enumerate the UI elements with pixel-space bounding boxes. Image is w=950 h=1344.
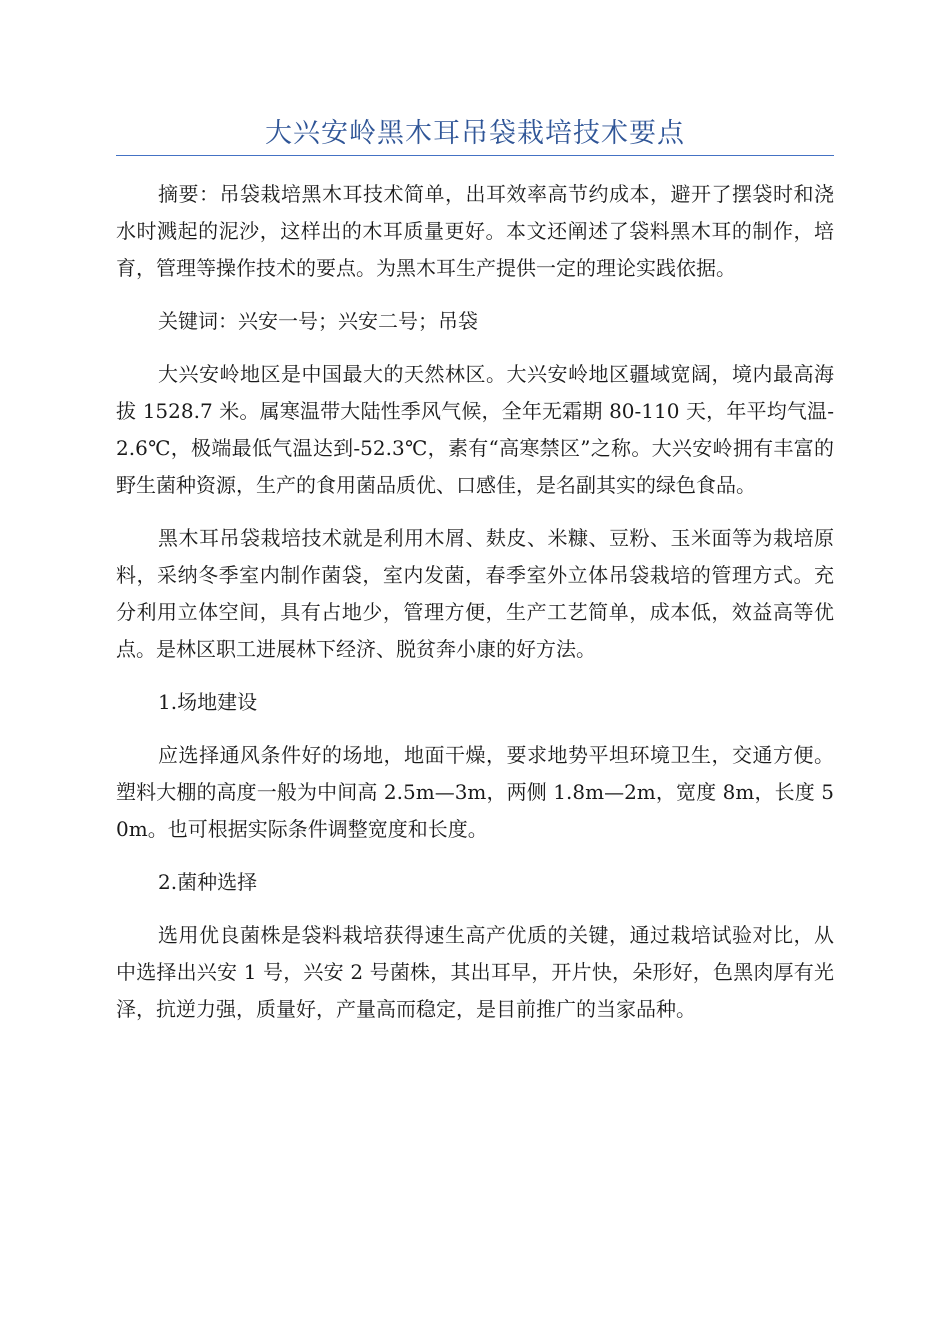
abstract-paragraph: 摘要：吊袋栽培黑木耳技术简单，出耳效率高节约成本，避开了摆袋时和浇水时溅起的泥沙，这样出的木耳质量更好。本文还阐述了袋料黑木耳的制作，培育，管理等操作技术的要点。为黑木耳生产提供一定的理论实践依据。 — [116, 182, 834, 280]
document-title: 大兴安岭黑木耳吊袋栽培技术要点 — [265, 118, 685, 149]
section-heading-strain: 2.菌种选择 — [158, 870, 258, 894]
section-heading-site: 1.场地建设 — [158, 690, 258, 714]
title-underline — [116, 155, 834, 156]
section-paragraph-site: 应选择通风条件好的场地，地面干燥，要求地势平坦环境卫生，交通方便。塑料大棚的高度一般为中间高 2.5m—3m，两侧 1.8m—2m，宽度 8m，长度 50m。也可根据实际条件调整宽度和长度。 — [116, 743, 834, 841]
document-body — [116, 176, 834, 1044]
intro-paragraph-2: 黑木耳吊袋栽培技术就是利用木屑、麸皮、米糠、豆粉、玉米面等为栽培原料，采纳冬季室内制作菌袋，室内发菌，春季室外立体吊袋栽培的管理方式。充分利用立体空间，具有占地少，管理方便，生产工艺简单，成本低，效益高等优点。是林区职工进展林下经济、脱贫奔小康的好方法。 — [116, 526, 834, 661]
intro-paragraph-1: 大兴安岭地区是中国最大的天然林区。大兴安岭地区疆域宽阔，境内最高海拔 1528.7 米。属寒温带大陆性季风气候，全年无霜期 80-110 天，年平均气温-2.6℃，极端最低气温达到-52.3℃，素有“高寒禁区”之称。大兴安岭拥有丰富的野生菌种资源，生产的食用菌品质优、口感佳，是名副其实的绿色食品。 — [116, 362, 834, 497]
section-paragraph-strain: 选用优良菌株是袋料栽培获得速生高产优质的关键，通过栽培试验对比，从中选择出兴安 1 号，兴安 2 号菌株，其出耳早，开片快，朵形好，色黑肉厚有光泽，抗逆力强，质量好，产量高而稳定，是目前推广的当家品种。 — [116, 923, 834, 1021]
keywords-paragraph: 关键词：兴安一号；兴安二号；吊袋 — [158, 309, 478, 333]
